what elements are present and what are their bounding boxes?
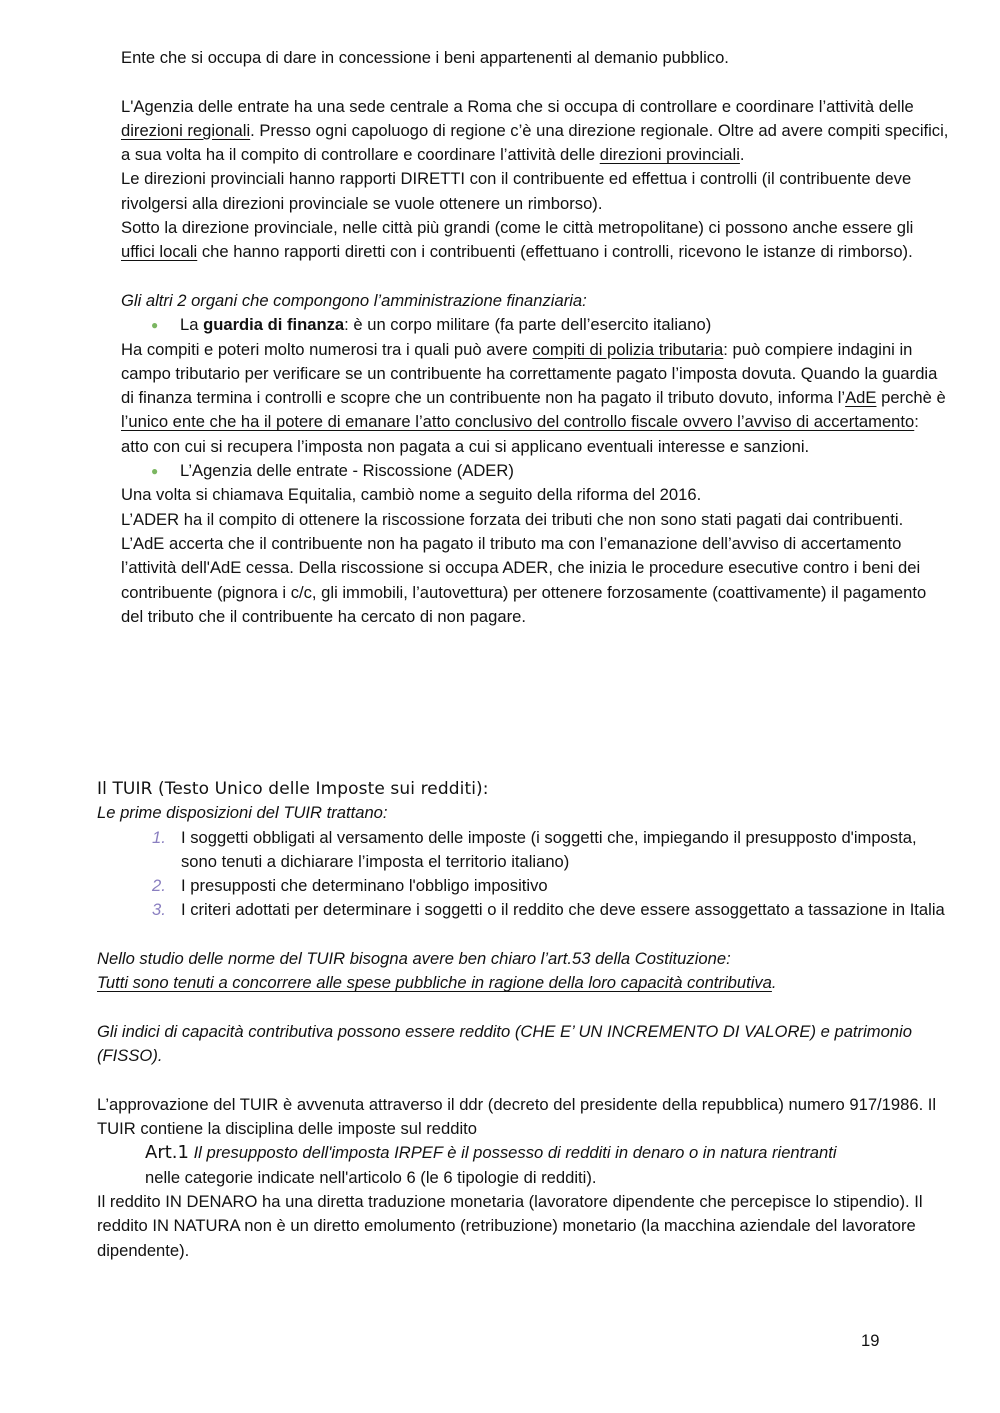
bullet-ader: [121, 459, 951, 483]
art1-label: Art.1: [145, 1142, 189, 1164]
organs-heading: Gli altri 2 organi che compongono l’amministrazione finanziaria:: [121, 290, 587, 310]
paragraph-approvazione: L’approvazione del TUIR è avvenuta attraverso il ddr (decreto del presidente della repubblica) numero 917/1986. Il TUIR contiene la disciplina delle imposte sul reddito: [97, 1094, 937, 1139]
paragraph-indici: Gli indici di capacità contributiva possono essere reddito (CHE E’ UN INCREMENTO DI VALORE) e patrimonio (FISSO).: [97, 1021, 912, 1066]
bullet-icon: ●: [151, 318, 159, 333]
list-item-text: I criteri adottati per determinare i soggetti o il reddito che deve essere assoggettato a tassazione in Italia: [181, 900, 945, 920]
text-run: .: [739, 145, 745, 165]
list-item-text: I presupposti che determinano l'obbligo impositivo: [181, 876, 548, 896]
text-run: : può compiere indagini in campo tributario per verificare se un contribuente ha correttamente pagato l’imposta dovuta. Quando la guardia di finanza termina i controlli e scopre che un contribuente non ha pagato il tributo dovuto, informa l’: [121, 339, 938, 408]
text-run: perchè è: [876, 388, 946, 408]
list-item: [97, 898, 947, 922]
list-item: [97, 874, 947, 898]
bullet-guardia-di-finanza: [121, 313, 951, 337]
paragraph-equitalia: Una volta si chiamava Equitalia, cambiò nome a seguito della riforma del 2016.: [121, 485, 702, 505]
art53-intro: Nello studio delle norme del TUIR bisogna avere ben chiaro l’art.53 della Costituzione:: [97, 949, 731, 969]
paragraph-demanio: Ente che si occupa di dare in concessione i beni appartenenti al demanio pubblico.: [121, 48, 729, 67]
underlined-direzioni-regionali: direzioni regionali: [121, 120, 251, 140]
text-run: Sotto la direzione provinciale, nelle città più grandi (come le città metropolitane) ci possono anche essere gli: [121, 218, 914, 238]
list-number: 3.: [152, 900, 166, 920]
tuir-numbered-list: [97, 826, 947, 923]
text-run: che hanno rapporti diretti con i contribuenti (effettuano i controlli, ricevono le istanze di rimborso).: [197, 242, 913, 262]
text-run: : atto con cui si recupera l’imposta non pagata a cui si applicano eventuali interesse e sanzioni.: [121, 412, 919, 456]
paragraph-direzioni-provinciali: Le direzioni provinciali hanno rapporti DIRETTI con il contribuente ed effettua i controlli (il contribuente deve rivolgersi alla direzioni provinciale se vuole ottenere un rimborso).: [121, 169, 912, 213]
text-run: .: [771, 973, 777, 993]
text-run: L'Agenzia delle entrate ha una sede centrale a Roma che si occupa di controllare e coordinare l’attività delle: [121, 96, 914, 116]
tuir-heading: Il TUIR (Testo Unico delle Imposte sui redditi):: [97, 779, 489, 799]
paragraph-ader-procedure: L’AdE accerta che il contribuente non ha pagato il tributo ma con l’emanazione dell’avviso di accertamento l’attività dell'AdE cessa. Della riscossione si occupa ADER, che inizia le procedure esecutive contro i beni dei contribuente (pignora i c/c, gli immobili, l’autovettura) per ottenere forzosamente (coattivamente) il pagamento del tributo che il contribuente ha cercato di non pagare.: [121, 533, 927, 626]
indented-section: [121, 46, 951, 629]
list-number: 2.: [152, 876, 166, 896]
text-run: Ha compiti e poteri molto numerosi tra i quali può avere: [121, 339, 533, 359]
underlined-ade: AdE: [845, 388, 877, 408]
art1-line: [97, 1141, 947, 1165]
art1-text: Il presupposto dell'imposta IRPEF è il possesso di redditi in denaro o in natura rientranti: [188, 1143, 837, 1163]
list-item: [97, 826, 947, 875]
paragraph-uffici-locali: [121, 216, 951, 265]
underlined-art53-text: Tutti sono tenuti a concorrere alle spese pubbliche in ragione della loro capacità contributiva: [97, 973, 772, 993]
list-number: 1.: [152, 827, 166, 847]
underlined-uffici-locali: uffici locali: [121, 242, 198, 262]
underlined-polizia-tributaria: compiti di polizia tributaria: [532, 339, 724, 359]
art53-quote: [97, 971, 947, 995]
text-run: L’Agenzia delle entrate - Riscossione (ADER): [180, 461, 514, 481]
text-run: . Presso ogni capoluogo di regione c’è una direzione regionale. Oltre ad avere compiti specifici, a sua volta ha il compito di controllare e coordinare l’attività delle: [121, 120, 949, 165]
list-item-text: I soggetti obbligati al versamento delle imposte (i soggetti che, impiegando il presupposto d'imposta, sono tenuti a dichiarare l’imposta el territorio italiano): [181, 827, 917, 871]
underlined-direzioni-provinciali: direzioni provinciali: [599, 145, 740, 165]
paragraph-agenzia: [121, 95, 951, 168]
bullet-icon: ●: [151, 464, 159, 479]
bold-guardia-di-finanza: guardia di finanza: [203, 315, 345, 335]
tuir-section: [97, 777, 947, 1263]
paragraph-ader-compito: L’ADER ha il compito di ottenere la riscossione forzata dei tributi che non sono stati pagati dai contribuenti.: [121, 509, 904, 529]
paragraph-reddito: Il reddito IN DENARO ha una diretta traduzione monetaria (lavoratore dipendente che percepisce lo stipendio). Il reddito IN NATURA non è un diretto emolumento (retribuzione) monetario (la macchina aziendale del lavoratore dipendente).: [97, 1192, 923, 1260]
paragraph-gdf: [121, 338, 951, 459]
art1-continuation: nelle categorie indicate nell'articolo 6 (le 6 tipologie di redditi).: [145, 1167, 597, 1187]
page-number: 19: [861, 1331, 880, 1350]
text-run: : è un corpo militare (fa parte dell’esercito italiano): [344, 315, 712, 335]
tuir-intro: Le prime disposizioni del TUIR trattano:: [97, 803, 388, 823]
underlined-unico-ente: l’unico ente che ha il potere di emanare l’atto conclusivo del controllo fiscale ovvero l’avviso di accertamento: [121, 412, 915, 432]
text-run: La: [180, 315, 204, 335]
